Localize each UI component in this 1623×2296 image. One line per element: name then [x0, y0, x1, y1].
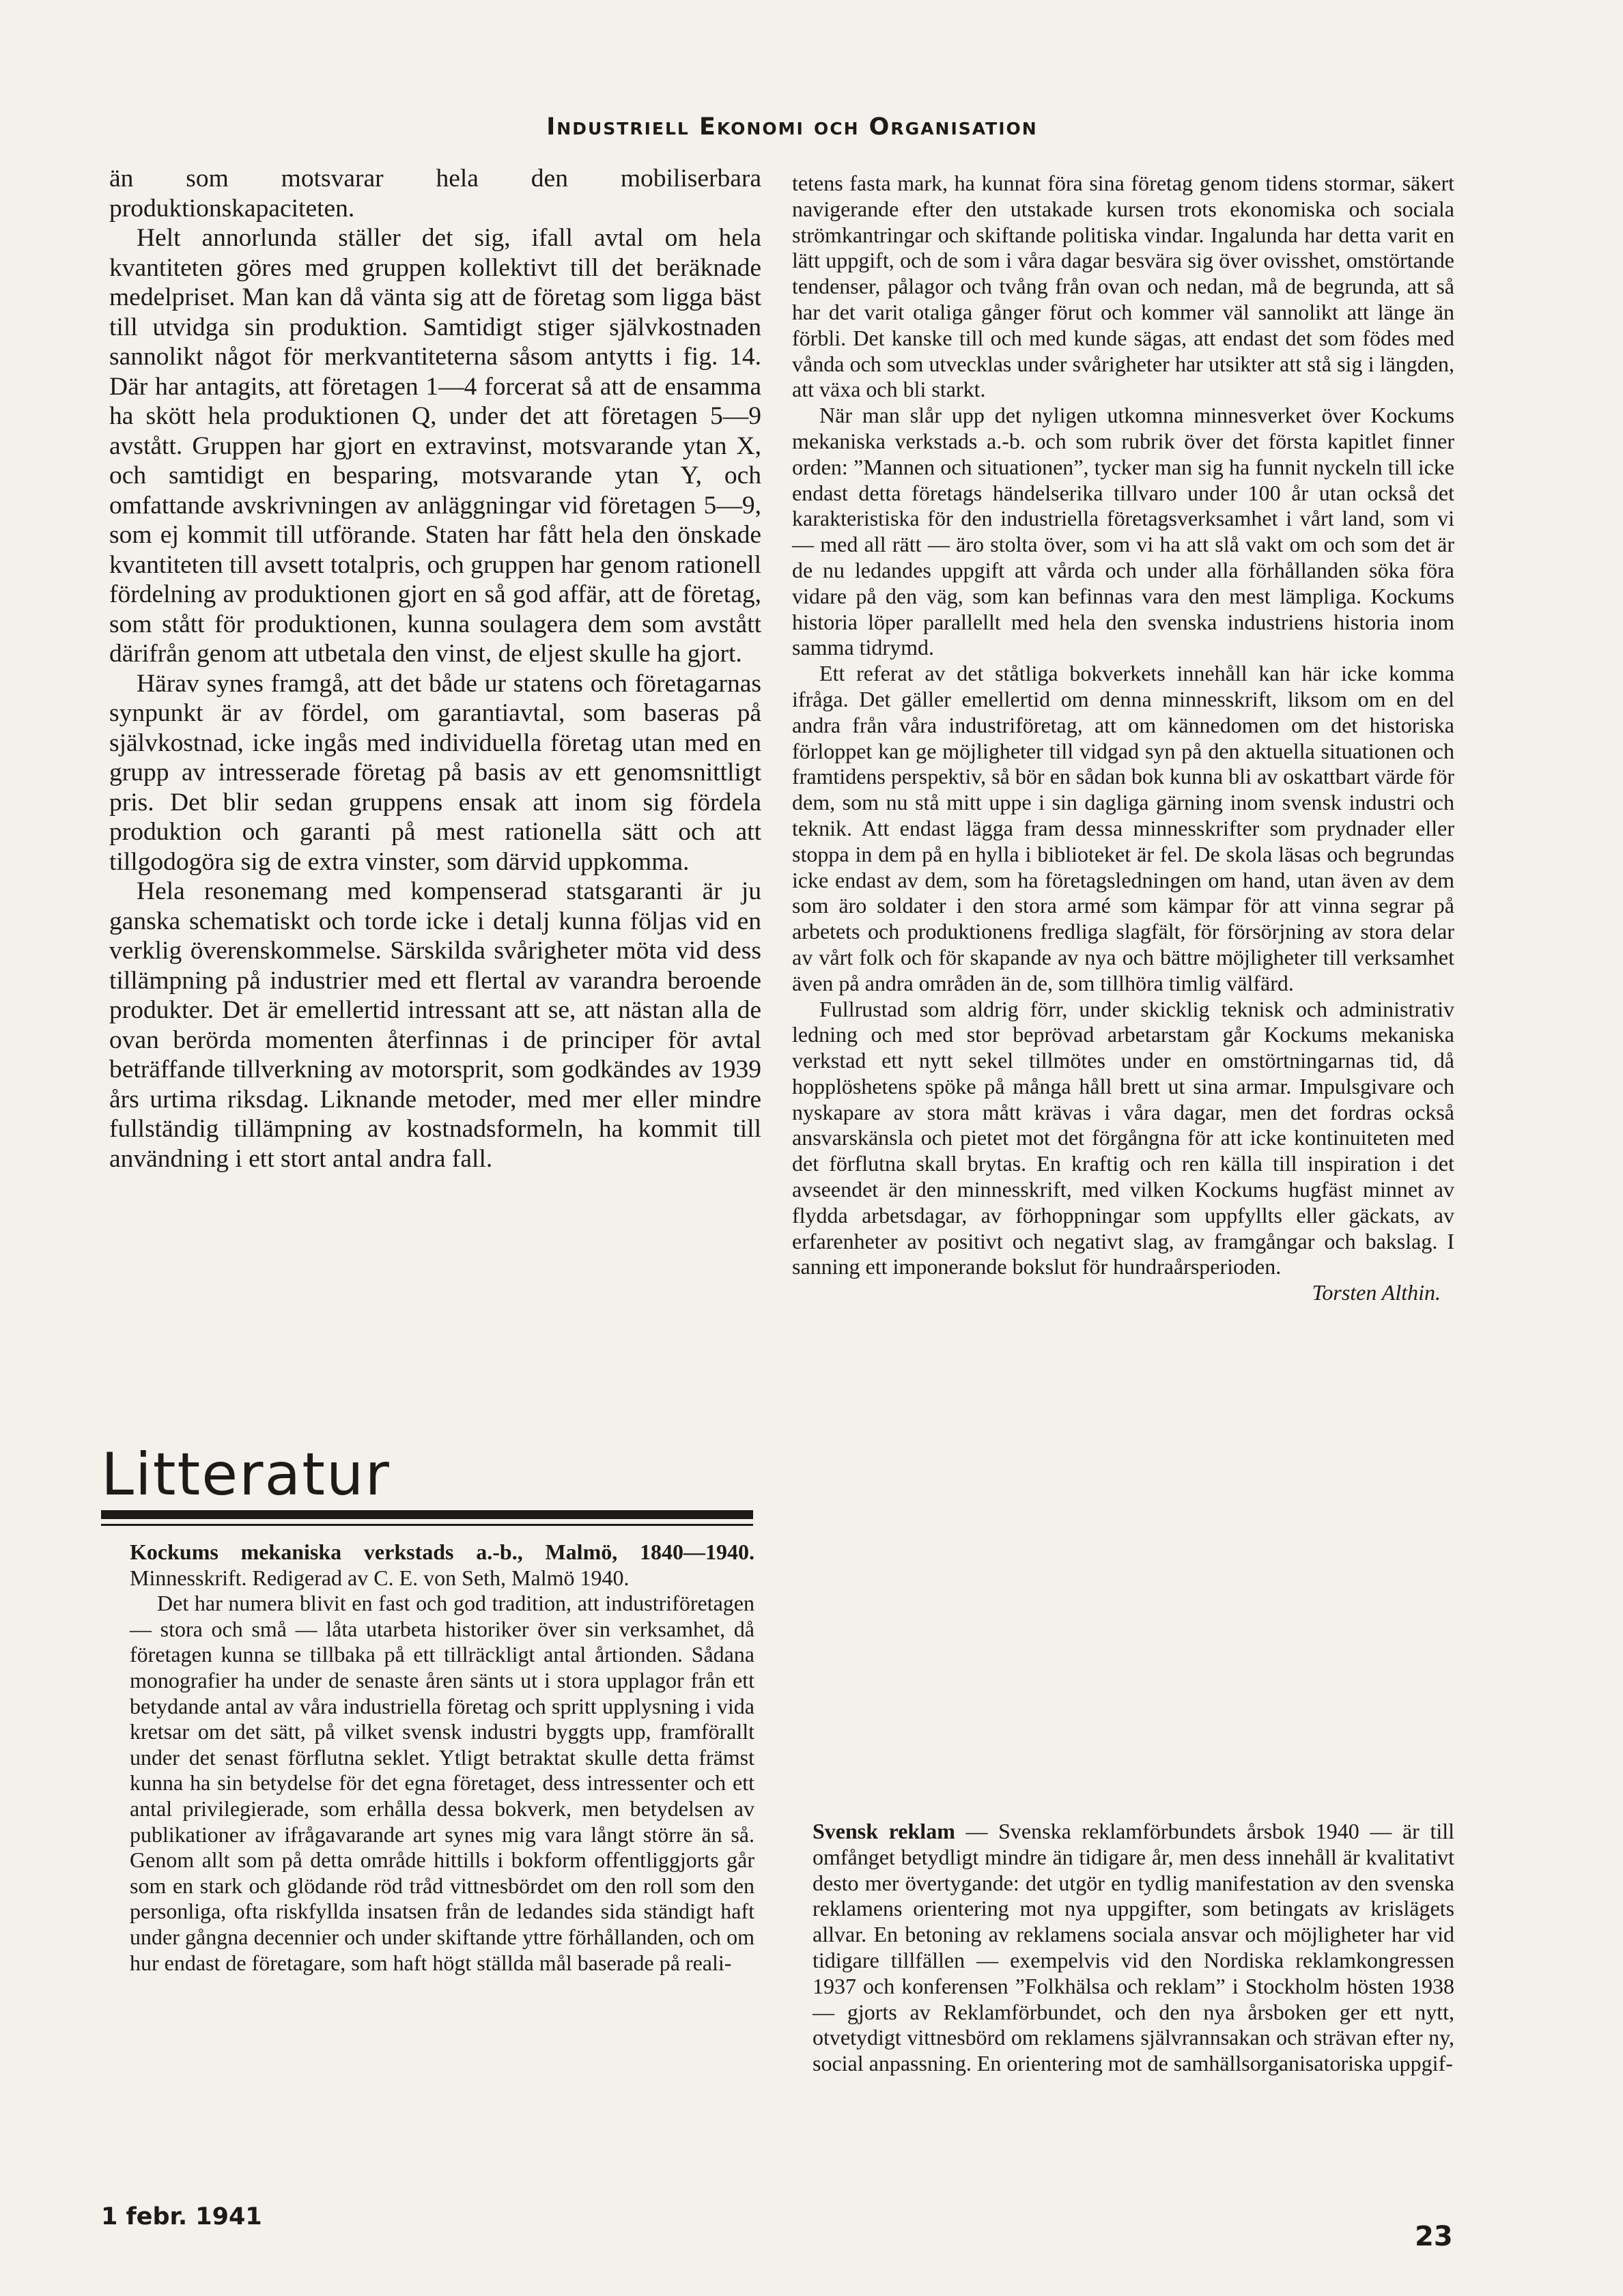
- article-paragraph: än som motsvarar hela den mobiliserbara produktionskapaciteten.: [109, 165, 761, 223]
- review-kockums: [130, 1540, 754, 1976]
- article-continuation: [109, 164, 761, 1174]
- review-signature: Torsten Althin.: [1312, 1280, 1441, 1305]
- section-title: Litteratur: [101, 1441, 391, 1509]
- review-subtitle: Minnesskrift. Redigerad av C. E. von Seth, Malmö 1940.: [130, 1565, 630, 1590]
- review-paragraph: tetens fasta mark, ha kunnat föra sina företag genom tidens stormar, säkert navigerande efter den utstakade kursen trots ekonomiska och sociala strömkantringar och skiftande politiska vindar. Ingalunda har detta varit en lätt uppgift, och de som i våra dagar besvära sig över ovisshet, omstörtande tendenser, pålagor och tvång från ovan och nedan, må de begrunda, att så har det varit otaliga gånger förut och kommer väl sannolikt att länge än förbli. Det kanske till och med kunde sägas, att endast det som födes med vånda och som utvecklas under svårigheter har utsikter att stå sig i längden, att växa och bli starkt.: [792, 171, 1454, 402]
- page-number: 23: [1415, 2221, 1453, 2252]
- review-paragraph: Ett referat av det ståtliga bokverkets innehåll kan här icke komma ifråga. Det gäller emellertid om denna minnesskrift, liksom om en del andra från våra industriföretag, att om kännedomen om det historiska förloppet kan ge möjligheter till vidgad syn på den aktuella situationen och framtidens perspektiv, så bör en sådan bok kunna bli av oskattbart värde för dem, som nu stå mitt uppe i sin dagliga gärning inom svensk industri och teknik. Att endast lägga fram dessa minnesskrifter som prydnader eller stoppa in dem på en hylla i biblioteket är fel. De skola läsas och begrundas icke endast av dem, som ha företagsledningen om hand, utan även av dem som äro soldater i den stora armé som kämpar för att vinna segrar på arbetets och produktionens fredliga slagfält, för försörjning av stora delar av vårt folk och för skapande av nya och bättre möjligheter till verksamhet även på andra områden än de, som tillhöra timlig välfärd.: [792, 661, 1454, 995]
- review-paragraph: Det har numera blivit en fast och god tradition, att industriföretagen — stora och små — låta utarbeta historiker över sin verksamhet, då företagen kunna se tillbaka på ett tillräckligt antal årtionden. Sådana monografier ha under de senaste åren sänts ut i stora upplagor från ett betydande antal av våra industriella företag och spritt upplysning i vida kretsar om det sätt, på vilket svensk industri byggts upp, framförallt under det senast förflutna seklet. Ytligt betraktat skulle detta främst kunna ha sin betydelse för det egna företaget, dess intressenter och ett antal privilegierade, som erhålla dessa bokverk, men betydelsen av publikationer av ifrågavarande art synes mig vara långt större än så. Genom allt som på detta område hittills i bokform offentliggjorts går som en stark och glödande röd tråd vittnesbördet om den roll som den personliga, ofta riskfyllda insatsen från de ledandes sida ständigt haft under gångna decennier och under skiftande yttre förhållanden, och om hur endast de företagare, som haft högt ställda mål baserade på reali-: [130, 1591, 754, 1975]
- article-paragraph: Härav synes framgå, att det både ur statens och företagarnas synpunkt är av fördel, om garantiavtal, som baseras på självkostnad, icke ingås med individuella företag utan med en grupp av intresserade företag på basis av ett genomsnittligt pris. Det blir sedan gruppens ensak att inom sig fördela produktion och garanti på mest rationella sätt och att tillgodogöra sig de extra vinster, som därvid uppkomma.: [109, 669, 761, 876]
- issue-date: 1 febr. 1941: [101, 2203, 262, 2230]
- review-title: Kockums mekaniska verkstads a.-b., Malmö, 1840—1940.: [130, 1540, 754, 1564]
- review-kockums-continued: [792, 171, 1454, 1306]
- article-paragraph: Helt annorlunda ställer det sig, ifall avtal om hela kvantiteten göres med gruppen kollektivt till det beräknade medelpriset. Man kan då vänta sig att de företag som ligga bäst till utvidga sin produktion. Samtidigt stiger självkostnaden sannolikt något för merkvantiteterna såsom antytts i fig. 14. Där har antagits, att företagen 1—4 forcerat så att de ensamma ha skött hela produktionen Q, under det att företagen 5—9 avstått. Gruppen har gjort en extravinst, motsvarande ytan X, och samtidigt en besparing, motsvarande ytan Y, och omfattande avskrivningen av anläggningar vid företagen 5—9, som ej kommit till utförande. Staten har fått hela den önskade kvantiteten till avsett totalpris, och gruppen har genom rationell fördelning av produktionen gjort en så god affär, att de företag, som stått för produktionen, kunna soulagera dem som avstått därifrån genom att utbetala den vinst, de eljest skulle ha gjort.: [109, 224, 761, 668]
- review-title: Svensk reklam: [813, 1819, 955, 1843]
- running-title: Industriell Ekonomi och Organisation: [546, 113, 1038, 141]
- review-paragraph: När man slår upp det nyligen utkomna minnesverket över Kockums mekaniska verkstads a.-b. och som rubrik över det första kapitlet finner orden: ”Mannen och situationen”, tycker man sig ha funnit nyckeln till icke endast detta företags händelserika tillvaro under 100 år utan också det karakteristiska för den industriella företagsverksamhet i vårt land, som vi — med all rätt — äro stolta över, som vi ha att slå vakt om och som det är de nu ledandes uppgift att vårda och under alla förhållanden söka föra vidare på den väg, som kan befinnas vara den mest lämpliga. Kockums historia löper parallellt med hela den svenska industriens historia inom samma tidrymd.: [792, 403, 1454, 660]
- section-rule: [101, 1524, 753, 1526]
- review-svensk-reklam: [813, 1819, 1454, 2077]
- article-paragraph: Hela resonemang med kompenserad statsgaranti är ju ganska schematiskt och torde icke i detalj kunna följas vid en verklig överenskommelse. Särskilda svårigheter möta vid dess tillämpning på industrier med ett flertal av varandra beroende produkter. Det är emellertid intressant att se, att nästan alla de ovan berörda momenten återfinnas i de principer för avtal beträffande tillverkning av motorsprit, som godkändes av 1939 års urtima riksdag. Liknande metoder, med mer eller mindre fullständig tillämpning av kostnadsformeln, ha kommit till användning i ett stort antal andra fall.: [109, 877, 761, 1173]
- review-heading: [130, 1540, 754, 1591]
- review-text: — Svenska reklamförbundets årsbok 1940 — är till omfånget betydligt mindre än tidigare år, men dess innehåll är kvalitativt desto mer övertygande: det utgör en tydlig manifestation av den svenska reklamens orientering mot nya uppgifter, som betingats av krislägets allvar. En betoning av reklamens sociala ansvar och möjligheter har vid tidigare tillfällen — exempelvis vid den Nordiska reklamkongressen 1937 och konferensen ”Folkhälsa och reklam” i Stockholm hösten 1938 — gjorts av Reklamförbundet, och den nya årsboken ger ett nytt, otvetydigt vittnesbörd om reklamens självrannsakan och strävan efter ny, social anpassning. En orientering mot de samhällsorganisatoriska uppgif-: [813, 1819, 1455, 2076]
- review-paragraph: [813, 1819, 1454, 2077]
- section-rule: [101, 1510, 753, 1519]
- review-paragraph: Fullrustad som aldrig förr, under skicklig teknisk och administrativ ledning och med stor beprövad arbetarstam går Kockums mekaniska verkstad ett nytt sekel tillmötes under en omstörtningarnas tid, då hopplöshetens spöke på många håll brett ut sina armar. Impulsgivare och nyskapare av stora mått krävas i våra dagar, men det fordras också ansvarskänsla och pietet mot det förgångna för att icke kontinuiteten med det förflutna skall brytas. En kraftig och ren källa till inspiration i det avseendet är den minnesskrift, med vilken Kockums hugfäst minnet av flydda arbetsdagar, av förhoppningar som uppfyllts eller gäckats, av erfarenheter av positivt och negativt slag, av framgångar och bakslag. I sanning ett imponerande bokslut för hundraårsperioden.: [792, 996, 1454, 1279]
